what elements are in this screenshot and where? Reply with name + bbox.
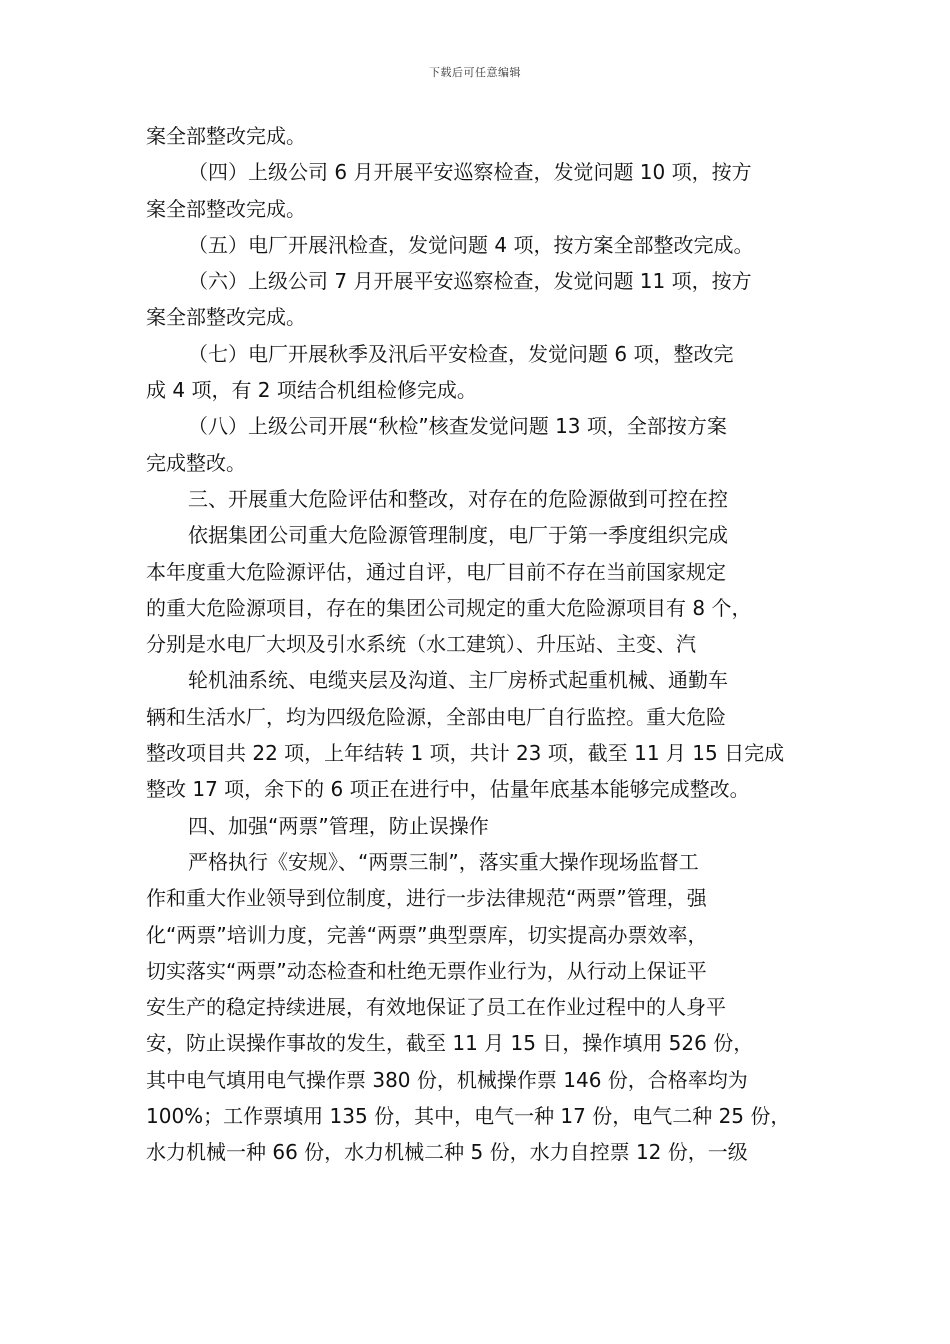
text-line-18: 整改项目共 22 项，上年结转 1 项，共计 23 项，截至 11 月 15 日完成 xyxy=(146,741,785,766)
text-line-8: 成 4 项，有 2 项结合机组检修完成。 xyxy=(146,378,477,403)
text-line-21: 严格执行《安规》、“两票三制”，落实重大操作现场监督工 xyxy=(188,849,699,874)
text-line-29: 水力机械一种 66 份，水力机械二种 5 份，水力自控票 12 份，一级 xyxy=(146,1140,748,1165)
text-line-22: 作和重大作业领导到位制度，进行一步法律规范“两票”管理，强 xyxy=(146,886,707,911)
text-line-3: 案全部整改完成。 xyxy=(146,196,306,221)
text-line-1: 案全部整改完成。 xyxy=(146,124,306,148)
text-line-6: 案全部整改完成。 xyxy=(146,305,306,330)
text-line-2: （四）上级公司 6 月开展平安巡察检查，发觉问题 10 项，按方 xyxy=(188,160,752,185)
text-line-7: （七）电厂开展秋季及汛后平安检查，发觉问题 6 项，整改完 xyxy=(188,341,734,366)
text-line-4: （五）电厂开展汛检查，发觉问题 4 项，按方案全部整改完成。 xyxy=(188,232,754,257)
section-heading-3: 三、开展重大危险评估和整改，对存在的危险源做到可控在控 xyxy=(188,486,728,511)
text-line-19: 整改 17 项，余下的 6 项正在进行中，估量年底基本能够完成整改。 xyxy=(146,777,750,802)
text-line-16: 轮机油系统、电缆夹层及沟道、主厂房桥式起重机械、通勤车 xyxy=(188,668,728,693)
text-line-27: 其中电气填用电气操作票 380 份，机械操作票 146 份，合格率均为 xyxy=(146,1067,748,1092)
text-line-23: 化“两票”培训力度，完善“两票”典型票库，切实提高办票效率， xyxy=(146,922,708,947)
text-line-13: 本年度重大危险源评估，通过自评，电厂目前不存在当前国家规定 xyxy=(146,559,726,584)
section-heading-4: 四、加强“两票”管理，防止误操作 xyxy=(188,813,489,838)
text-line-10: 完成整改。 xyxy=(146,450,246,475)
text-line-14: 的重大危险源项目，存在的集团公司规定的重大危险源项目有 8 个， xyxy=(146,595,752,620)
text-line-26: 安，防止误操作事故的发生，截至 11 月 15 日，操作填用 526 份， xyxy=(146,1031,754,1056)
text-line-5: （六）上级公司 7 月开展平安巡察检查，发觉问题 11 项，按方 xyxy=(188,269,752,294)
text-line-12: 依据集团公司重大危险源管理制度，电厂于第一季度组织完成 xyxy=(188,523,728,548)
text-line-15: 分别是水电厂大坝及引水系统（水工建筑）、升压站、主变、汽 xyxy=(146,632,696,657)
page-header: 下载后可任意编辑 xyxy=(429,66,521,79)
document-body xyxy=(146,118,808,1171)
text-line-25: 安生产的稳定持续进展，有效地保证了员工在作业过程中的人身平 xyxy=(146,995,726,1020)
text-line-24: 切实落实“两票”动态检查和杜绝无票作业行为，从行动上保证平 xyxy=(146,958,707,983)
text-line-17: 辆和生活水厂，均为四级危险源，全部由电厂自行监控。重大危险 xyxy=(146,704,726,729)
text-line-28: 100%；工作票填用 135 份，其中，电气一种 17 份，电气二种 25 份， xyxy=(146,1104,791,1129)
text-line-9: （八）上级公司开展“秋检”核查发觉问题 13 项，全部按方案 xyxy=(188,414,727,439)
